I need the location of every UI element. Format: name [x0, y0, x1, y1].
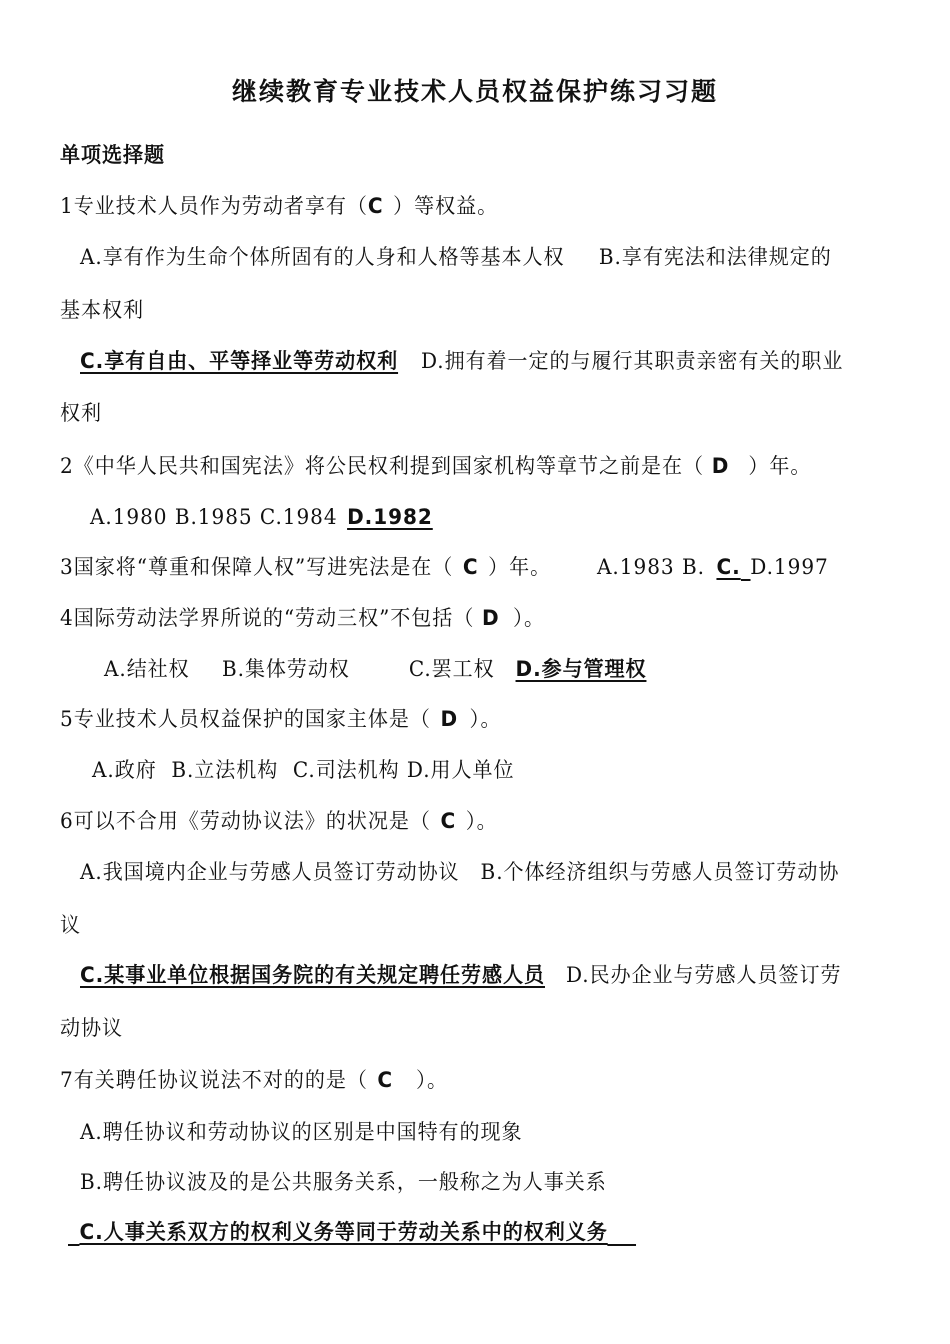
option-d: D.民办企业与劳感人员签订劳 [565, 963, 842, 987]
option-a-b: A.1983 B. [596, 555, 705, 579]
option-c: C.罢工权 [408, 657, 495, 681]
q2-options [90, 503, 910, 531]
option-a: A.聘任协议和劳动协议的区别是中国特有的现象 [80, 1120, 523, 1144]
question-1 [60, 192, 910, 220]
option-b: B.个体经济组织与劳感人员签订劳动协 [480, 860, 840, 884]
page-title: 继续教育专业技术人员权益保护练习习题 [231, 77, 718, 106]
option-b-continued: 基本权利 [60, 298, 145, 322]
option-d: D.1997 [750, 555, 829, 579]
question-7 [60, 1066, 910, 1094]
option-a: A.我国境内企业与劳感人员签订劳动协议 [80, 860, 460, 884]
correct-option-d: D.参与管理权 [515, 657, 647, 681]
question-stem-end: ）。 [512, 606, 545, 630]
option-d-continued: 动协议 [60, 1016, 124, 1040]
q4-options [104, 655, 910, 683]
question-stem-end: ）等权益。 [393, 194, 499, 218]
correct-option-c: C.享有自由、平等择业等劳动权利 [80, 349, 399, 373]
question-stem: 1专业技术人员作为劳动者享有（ [60, 194, 368, 218]
correct-option-c: C.人事关系双方的权利义务等同于劳动关系中的权利义务 [79, 1220, 608, 1244]
question-stem-end: ）年。 [748, 454, 812, 478]
option-b: B.聘任协议波及的是公共服务关系，一般称之为人事关系 [80, 1170, 607, 1194]
question-stem-end: ）。 [465, 809, 498, 833]
question-6 [60, 807, 910, 835]
options-text: A.1980 B.1985 C.1984 [90, 505, 338, 529]
question-stem-end: ）。 [469, 707, 502, 731]
section-heading: 单项选择题 [60, 143, 166, 167]
question-stem: 5专业技术人员权益保护的国家主体是（ [60, 707, 431, 731]
option-b: B.享有宪法和法律规定的 [598, 245, 832, 269]
question-stem: 6可以不合用《劳动协议法》的状况是（ [60, 809, 431, 833]
question-2 [60, 452, 910, 480]
option-b: B.集体劳动权 [221, 657, 350, 681]
option-a: A.结社权 [104, 657, 190, 681]
answer-mark: C [440, 809, 457, 833]
question-stem-end: ）。 [416, 1068, 449, 1092]
q1-options-row-1 [80, 243, 910, 271]
question-stem: 7有关聘任协议说法不对的的是（ [60, 1068, 368, 1092]
answer-mark: C [377, 1068, 394, 1092]
question-stem: 4国际劳动法学界所说的“劳动三权”不包括（ [60, 606, 475, 630]
option-d: D.拥有着一定的与履行其职责亲密有关的职业 [420, 349, 844, 373]
answer-mark: D [440, 707, 459, 731]
option-a: A.享有作为生命个体所固有的人身和人格等基本人权 [80, 245, 565, 269]
correct-option-c: C. [716, 555, 741, 579]
answer-mark: D [481, 606, 500, 630]
answer-mark: D [711, 454, 730, 478]
question-stem-end: ）年。 [488, 555, 552, 579]
question-stem: 2《中华人民共和国宪法》将公民权利提到国家机构等章节之前是在（ [60, 454, 705, 478]
question-stem: 3国家将“尊重和保障人权”写进宪法是在（ [60, 555, 454, 579]
q7-option-c-row [68, 1218, 910, 1246]
q6-options-row-2 [80, 961, 910, 989]
answer-mark: C [462, 555, 479, 579]
option-d-continued: 权利 [60, 401, 103, 425]
option-b-continued: 议 [60, 913, 82, 937]
answer-mark: C [367, 194, 384, 218]
q6-options-row-1 [80, 858, 910, 886]
question-4 [60, 604, 910, 632]
question-3 [60, 553, 910, 581]
correct-option-d: D.1982 [347, 505, 433, 529]
q5-options: A.政府 B.立法机构 C.司法机构 D.用人单位 [92, 758, 515, 782]
question-5 [60, 705, 910, 733]
q1-options-row-2 [80, 347, 910, 375]
correct-option-c: C.某事业单位根据国务院的有关规定聘任劳感人员 [80, 963, 545, 987]
